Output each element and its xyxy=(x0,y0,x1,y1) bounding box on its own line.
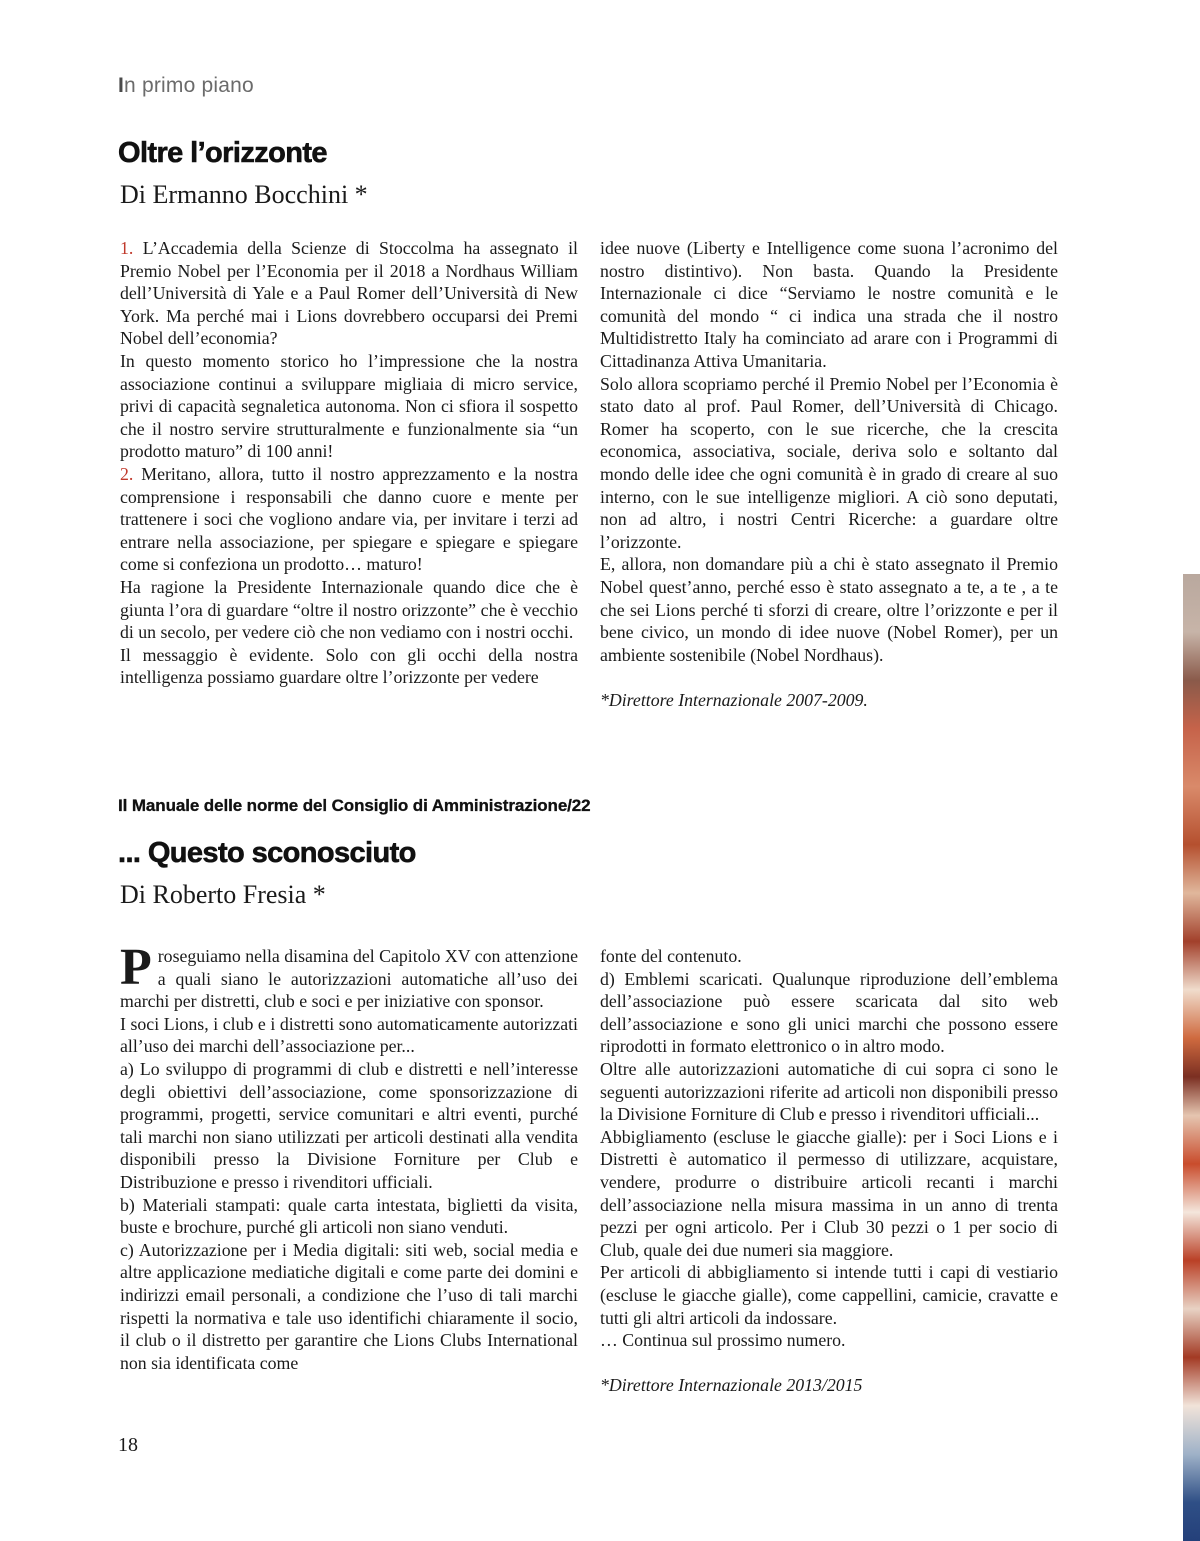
drop-cap: P xyxy=(120,939,152,996)
article1-title: Oltre l’orizzonte xyxy=(118,137,327,169)
paragraph-text: roseguiamo nella disamina del Capitolo XV con attenzione a quali siano le autorizzazioni automatiche all’uso dei marchi per distretti, club e soci e per iniziative con sponsor. xyxy=(120,946,578,1012)
article1-paragraph: Ha ragione la Presidente Internazionale quando dice che è giunta l’ora di guardare “oltre il nostro orizzonte” che è vecchio di un secolo, per vedere ciò che non vediamo con i nostri occhi. xyxy=(120,576,578,643)
article2-paragraph: … Continua sul prossimo numero. xyxy=(600,1330,846,1351)
article1-column-right xyxy=(600,237,1058,711)
section-label-initial: I xyxy=(118,74,125,97)
article1-column-left xyxy=(120,237,578,689)
article2-column-left xyxy=(120,939,578,1374)
page-number: 18 xyxy=(118,1434,138,1456)
paragraph-text: L’Accademia della Scienze di Stoccolma ha assegnato il Premio Nobel per l’Economia per il 2018 a Nordhaus William dell’Università di Yale e a Paul Romer dell’Università di New York. Ma perché mai i Lions dovrebbero occuparsi dei Premi Nobel dell’economia? xyxy=(120,238,578,349)
article2-paragraph: d) Emblemi scaricati. Qualunque riproduzione dell’emblema dell’associazione può essere scaricata dal sito web dell’associazione e sono gli unici marchi che possono essere riprodotti in formato elettronico o in altro modo. xyxy=(600,968,1058,1057)
paragraph-text: Meritano, allora, tutto il nostro apprezzamento e la nostra comprensione i responsabili che danno cuore e mente per trattenere i soci che vogliono andare via, per invitare i terzi ad entrare nella associazione, per spiegare e spiegare e spiegare come si confeziona un prodotto… maturo! xyxy=(120,463,578,575)
article1-paragraph: E, allora, non domandare più a chi è stato assegnato il Premio Nobel quest’anno, perché esso è stato assegnato a te, a te , a te che sei Lions perché ti sforzi di creare, oltre l’orizzonte e per il bene civico, un mondo di idee nuove (Nobel Romer), per un ambiente sostenibile (Nobel Nordhaus). xyxy=(600,554,1058,665)
spacer xyxy=(600,666,1058,689)
article2-paragraph: a) Lo sviluppo di programmi di club e distretti e nell’interesse degli obiettivi dell’associazione, come sponsorizzazione di programmi, progetti, service comunitari e altri eventi, purché tali marchi non siano utilizzati per articoli destinati alla vendita disponibili presso la Divisione Forniture per Club e Distribuzione e presso i rivenditori ufficiali. xyxy=(120,1058,578,1192)
article2-paragraph: I soci Lions, i club e i distretti sono automaticamente autorizzati all’uso dei marchi dell’associazione per... xyxy=(120,1013,578,1057)
article2-byline: Di Roberto Fresia * xyxy=(120,880,326,909)
edge-photo-strip xyxy=(1183,574,1200,1541)
section-label-rest: n primo piano xyxy=(124,74,254,97)
article2-paragraph: c) Autorizzazione per i Media digitali: siti web, social media e altre applicazione mediatiche digitali e come parte dei domini e indirizzi email personali, a condizione che l’uso di tali marchi rispetti la normativa e tale uso identifichi chiaramente il socio, il club o il distretto per garantire che Lions Clubs International non sia identificata come xyxy=(120,1239,578,1373)
author-note: *Direttore Internazionale 2013/2015 xyxy=(600,1375,863,1396)
article2-paragraph xyxy=(120,939,578,1013)
article2-paragraph: fonte del contenuto. xyxy=(600,946,742,966)
article2-column-right xyxy=(600,945,1058,1397)
article2-paragraph: b) Materiali stampati: quale carta intestata, biglietti da visita, buste e brochure, purché gli articoli non siano venduti. xyxy=(120,1194,578,1238)
article2-kicker: Il Manuale delle norme del Consiglio di Amministrazione/22 xyxy=(118,796,591,815)
spacer xyxy=(600,1352,1058,1375)
section-label xyxy=(118,74,254,98)
article1-byline: Di Ermanno Bocchini * xyxy=(120,180,368,209)
article1-paragraph xyxy=(120,463,578,576)
article2-paragraph: Per articoli di abbigliamento si intende tutti i capi di vestiario (escluse le giacche gialle), come cappellini, camicie, cravatte e tutti gli altri articoli da indossare. xyxy=(600,1262,1058,1328)
article1-paragraph: idee nuove (Liberty e Intelligence come suona l’acronimo del nostro distintivo). Non basta. Quando la Presidente Internazionale ci dice “Serviamo le nostre comunità e le comunità del mondo “ ci indica una strada che il nostro Multidistretto Italy ha cominciato ad arare con i Programmi di Cittadinanza Attiva Umanitaria. xyxy=(600,238,1058,371)
article2-paragraph: Oltre alle autorizzazioni automatiche di cui sopra ci sono le seguenti autorizzazioni riferite ad articoli non disponibili presso la Divisione Forniture di Club e presso i rivenditori ufficiali... xyxy=(600,1058,1058,1125)
article1-paragraph: Il messaggio è evidente. Solo con gli occhi della nostra intelligenza possiamo guardare oltre l’orizzonte per vedere xyxy=(120,644,578,688)
paragraph-number: 2. xyxy=(120,463,134,484)
article2-paragraph: Abbigliamento (escluse le giacche gialle): per i Soci Lions e i Distretti è automatico il permesso di utilizzare, acquistare, vendere, produrre o distribuire articoli recanti i marchi dell’associazione nella misura massima in un anno di trenta pezzi per ogni articolo. Per i Club 30 pezzi o 1 per socio di Club, quale dei due numeri sia maggiore. xyxy=(600,1126,1058,1260)
article2-title: ... Questo sconosciuto xyxy=(118,837,416,869)
article1-paragraph xyxy=(120,237,578,350)
article1-paragraph: Solo allora scopriamo perché il Premio Nobel per l’Economia è stato dato al prof. Paul Romer, dell’Università di Chicago. Romer ha scoperto, con le sue ricerche, che la crescita economica, associativa, sociale, deriva solo e soltanto dal mondo delle idee che ogni comunità è in grado di creare al suo interno, con le sue intelligenze migliori. A ciò sono deputati, non ad altro, i nostri Centri Ricerche: a guardare oltre l’orizzonte. xyxy=(600,373,1058,552)
paragraph-number: 1. xyxy=(120,238,134,258)
article1-paragraph: In questo momento storico ho l’impressione che la nostra associazione continui a sviluppare migliaia di micro service, privi di capacità segnaletica autonoma. Non ci sfiora il sospetto che il nostro servire strutturalmente e funzionalmente sia “un prodotto maturo” di 100 anni! xyxy=(120,350,578,462)
author-note: *Direttore Internazionale 2007-2009. xyxy=(600,689,868,710)
